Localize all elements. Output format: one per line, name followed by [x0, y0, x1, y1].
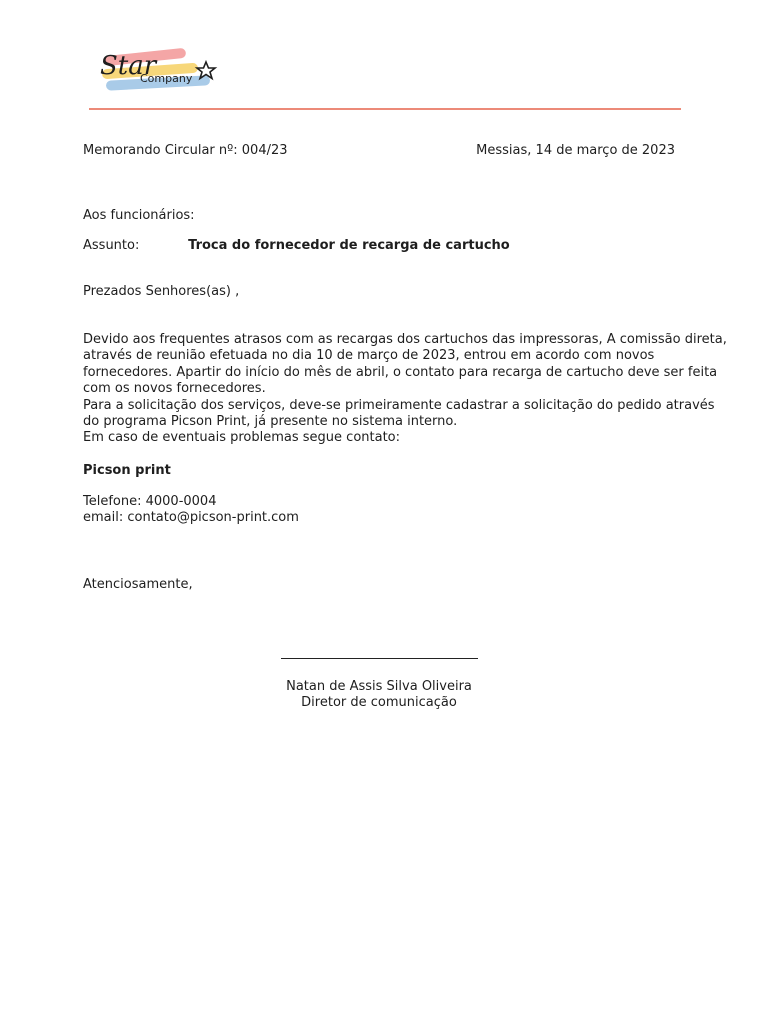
contact-email: email: contato@picson-print.com	[83, 510, 299, 526]
body-line: Para a solicitação dos serviços, deve-se primeiramente cadastrar a solicitação do pedido através	[83, 397, 715, 413]
body-line: Em caso de eventuais problemas segue contato:	[83, 430, 401, 446]
logo-script-text: Star	[100, 51, 157, 81]
company-logo	[96, 44, 220, 96]
subject-line	[83, 238, 510, 253]
signatory-name: Natan de Assis Silva Oliveira	[286, 679, 472, 694]
body-line: com os novos fornecedores.	[83, 381, 266, 397]
memo-header	[83, 143, 675, 158]
signature-line	[281, 658, 478, 659]
header-divider	[89, 108, 681, 110]
company-name: Picson print	[83, 463, 171, 478]
contact-block	[83, 494, 299, 527]
memo-date: Messias, 14 de março de 2023	[476, 143, 675, 158]
body-line: do programa Picson Print, já presente no sistema interno.	[83, 414, 458, 430]
recipient-line: Aos funcionários:	[83, 208, 195, 222]
logo-company-text: Company	[140, 72, 193, 85]
subject-value: Troca do fornecedor de recarga de cartucho	[188, 238, 510, 253]
body-line: Devido aos frequentes atrasos com as recargas dos cartuchos das impressoras, A comissão direta,	[83, 332, 727, 347]
memo-body	[83, 332, 727, 447]
body-line: fornecedores. Apartir do início do mês de abril, o contato para recarga de cartucho deve ser feita	[83, 364, 718, 380]
subject-label: Assunto:	[83, 238, 140, 253]
greeting: Prezados Senhores(as) ,	[83, 284, 240, 299]
signatory-block	[279, 679, 479, 712]
signatory-title: Diretor de comunicação	[301, 695, 457, 711]
memo-number: Memorando Circular nº: 004/23	[83, 143, 288, 158]
contact-phone: Telefone: 4000-0004	[83, 494, 217, 509]
closing: Atenciosamente,	[83, 577, 193, 592]
body-line: através de reunião efetuada no dia 10 de março de 2023, entrou em acordo com novos	[83, 348, 655, 364]
